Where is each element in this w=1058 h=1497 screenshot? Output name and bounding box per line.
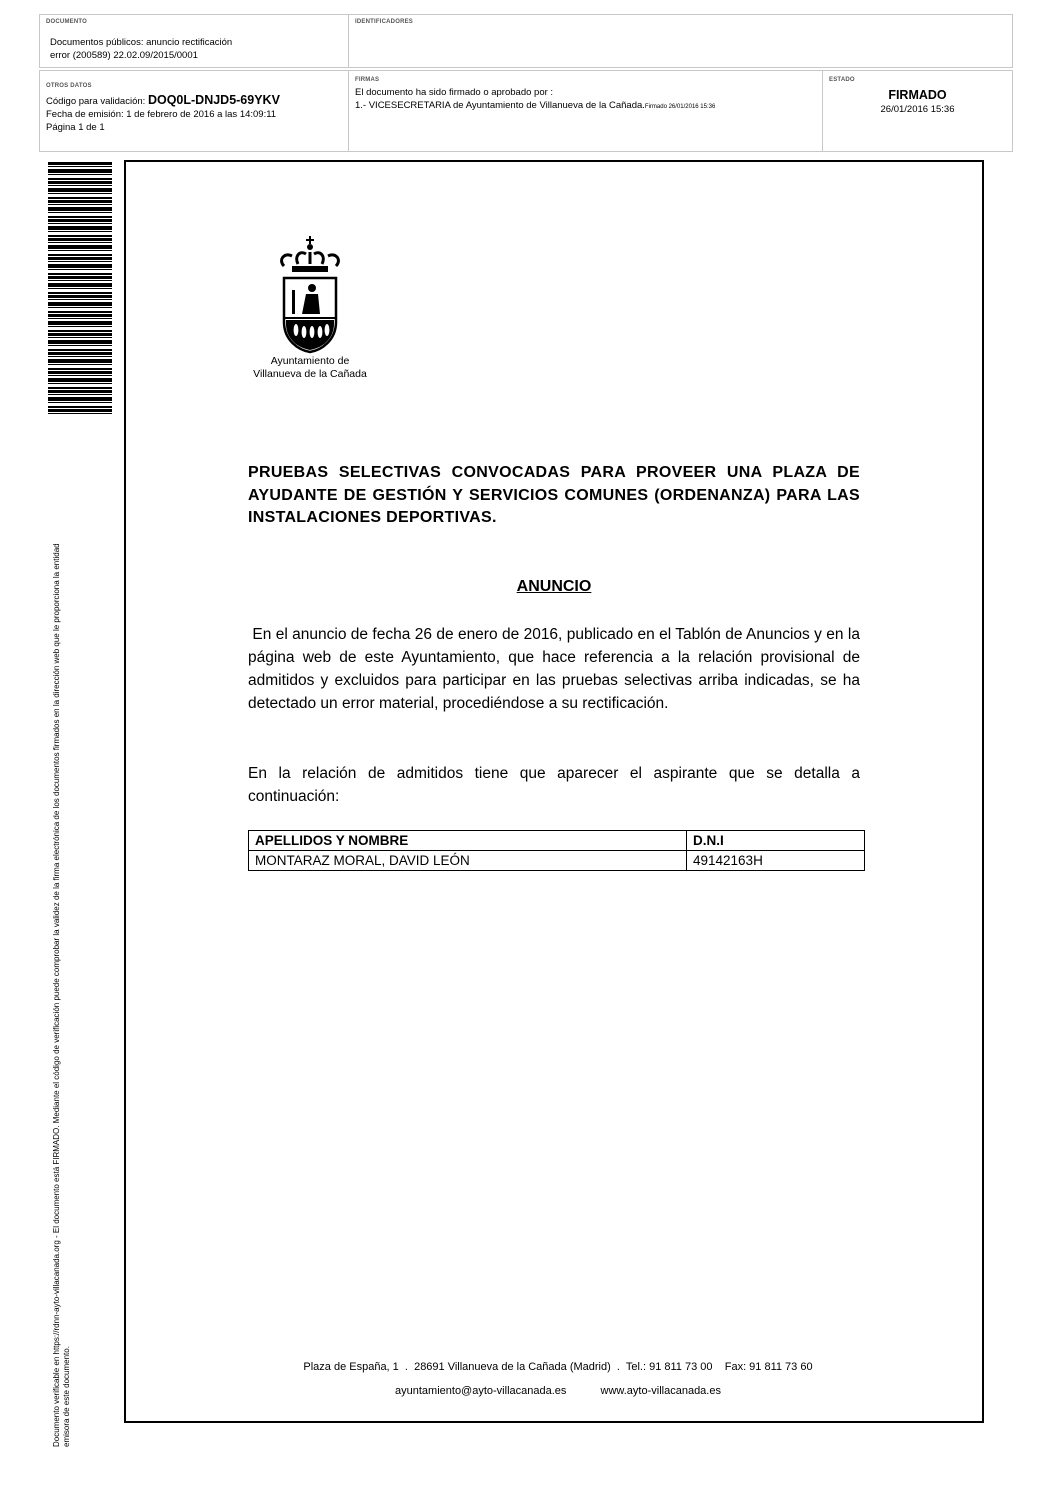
- firmas-line2: [355, 100, 715, 113]
- footer-email[interactable]: ayuntamiento@ayto-villacanada.es: [395, 1385, 567, 1397]
- logo-caption-line1: Ayuntamiento de: [270, 355, 350, 367]
- codigo-prefix: Código para validación:: [46, 96, 146, 107]
- firmas-line1: El documento ha sido firmado o aprobado por :: [355, 87, 554, 98]
- documento-cell: [40, 15, 348, 67]
- coat-of-arms-logo: [270, 236, 350, 354]
- table-header-row: [249, 831, 865, 851]
- barcode-image: [48, 162, 112, 415]
- header-row-data: [39, 70, 1013, 152]
- footer-address: Plaza de España, 1 . 28691 Villanueva de la Cañada (Madrid) . Tel.: 91 811 73 00 Fax: 91 811 73 60: [303, 1361, 813, 1373]
- firmas-small-date: Firmado 26/01/2016 15:36: [644, 104, 716, 110]
- otros-datos-label: OTROS DATOS: [46, 83, 92, 89]
- footer-web[interactable]: www.ayto-villacanada.es: [600, 1385, 721, 1397]
- firmas-signer: 1.- VICESECRETARIA de Ayuntamiento de Villanueva de la Cañada.: [355, 100, 645, 111]
- paragraph-1: En el anuncio de fecha 26 de enero de 2016, publicado en el Tablón de Anuncios y en la página web de este Ayuntamiento, que hace referencia a la relación provisional de admitidos y excluidos para participar en las pruebas selectivas arriba indicadas, se ha detectado un error material, procediéndose a su rectificación.: [248, 626, 865, 712]
- estado-value: FIRMADO: [888, 88, 947, 102]
- documento-label: DOCUMENTO: [46, 19, 88, 25]
- codigo-validacion: [46, 94, 280, 108]
- documento-line2: error (200589) 22.02.09/2015/0001: [50, 50, 198, 61]
- header-apellidos: APELLIDOS Y NOMBRE: [249, 831, 687, 851]
- header-row-document: [39, 14, 1013, 68]
- cell-dni: 49142163H: [687, 851, 865, 871]
- cell-nombre: MONTARAZ MORAL, DAVID LEÓN: [249, 851, 687, 871]
- anuncio-heading: ANUNCIO: [516, 578, 592, 595]
- vertical-line2: emisora de este documento.: [62, 1346, 71, 1447]
- pagina: Página 1 de 1: [46, 122, 105, 133]
- table-row: [249, 851, 865, 871]
- otros-datos-cell: [40, 71, 348, 151]
- estado-date: 26/01/2016 15:36: [880, 104, 955, 115]
- codigo-value: DOQ0L-DNJD5-69YKV: [147, 93, 280, 107]
- identificadores-label: IDENTIFICADORES: [355, 19, 414, 25]
- documento-line1: Documentos públicos: anuncio rectificación: [50, 37, 233, 48]
- logo-caption: [240, 355, 380, 380]
- document-title: PRUEBAS SELECTIVAS CONVOCADAS PARA PROVEER UNA PLAZA DE AYUDANTE DE GESTIÓN Y SERVICIOS COMUNES (ORDENANZA) PARA LAS INSTALACIONES DEPORTIVAS.: [248, 464, 860, 526]
- fecha-emision: Fecha de emisión: 1 de febrero de 2016 a las 14:09:11: [46, 109, 277, 120]
- header-dni: D.N.I: [687, 831, 865, 851]
- estado-label: ESTADO: [829, 77, 855, 83]
- firmas-cell: [348, 71, 822, 151]
- logo-caption-line2: Villanueva de la Cañada: [253, 367, 367, 380]
- vertical-line1: Documento verificable en https://rdnn-ayto-villacanada.org - El documento está FIRMADO. Mediante el código de verificación puede comprobar la validez de la firma electrónica de los documentos firmados en la dirección web que le proporciona la entidad: [52, 543, 61, 1447]
- firmas-label: FIRMAS: [355, 77, 380, 83]
- identificadores-cell: [348, 15, 1012, 67]
- estado-cell: [822, 71, 1012, 151]
- paragraph-2: En la relación de admitidos tiene que aparecer el aspirante que se detalla a continuación:: [248, 765, 860, 805]
- footer-contact: [248, 1385, 868, 1397]
- admitted-table: [248, 830, 865, 871]
- verification-vertical-text: [52, 437, 72, 1447]
